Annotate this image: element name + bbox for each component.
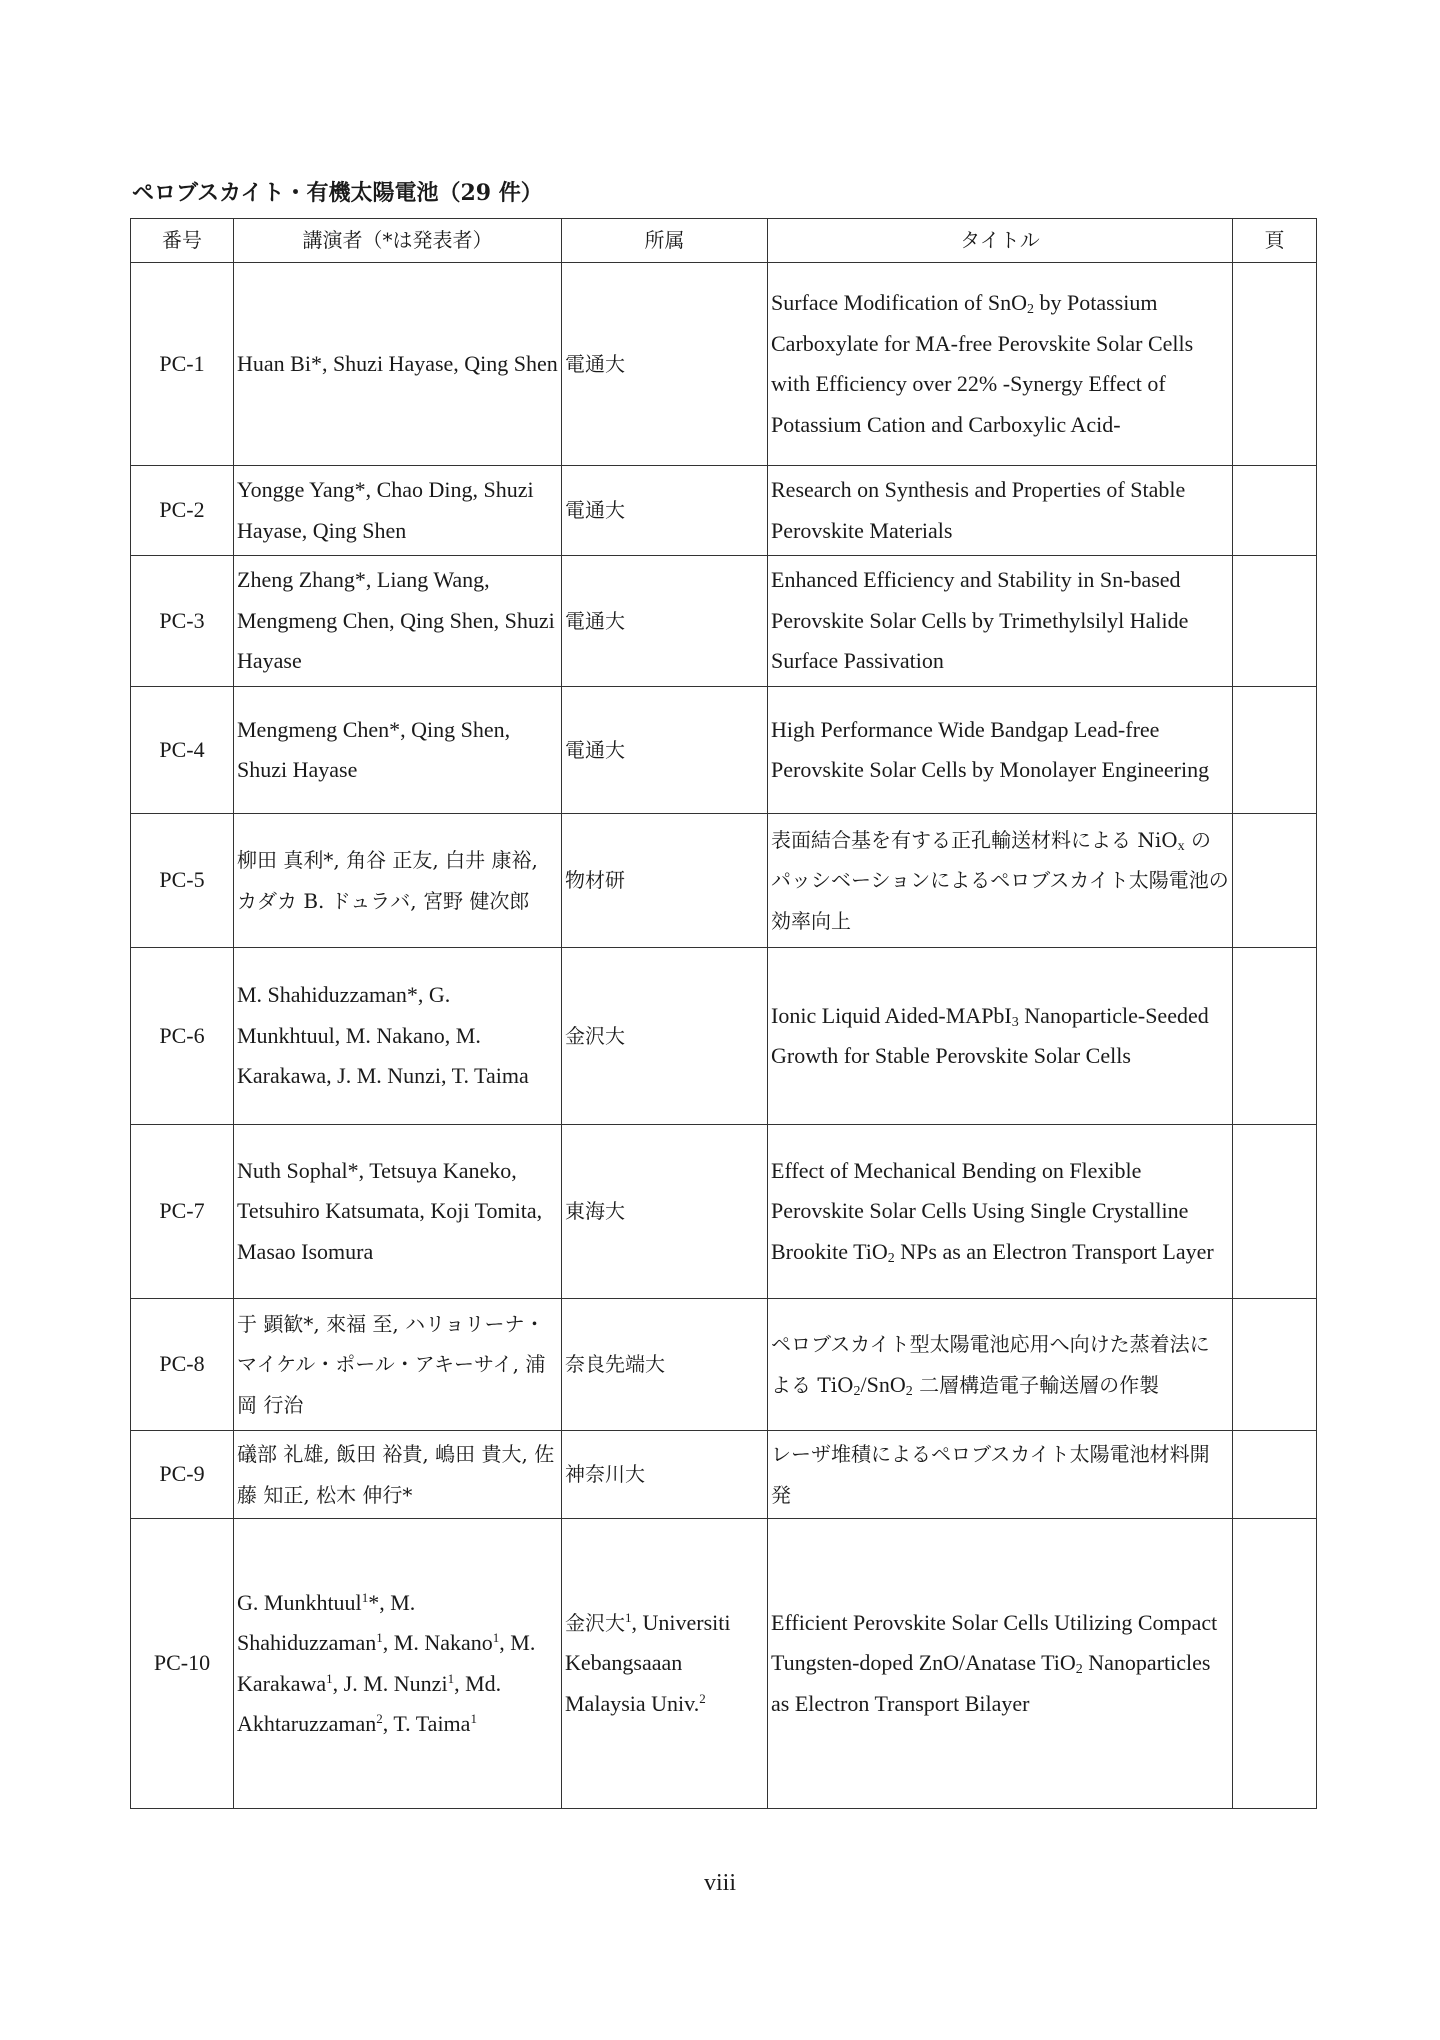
text-run: Nanoparticle-Seeded Growth for Stable Perovskite Solar Cells xyxy=(771,1002,1209,1068)
text-run: 金沢大 xyxy=(565,1023,625,1048)
presentation-number xyxy=(131,687,234,814)
presentation-number xyxy=(131,948,234,1125)
presentation-number xyxy=(131,263,234,466)
superscript: 1 xyxy=(447,1670,455,1686)
speakers-cell xyxy=(234,948,562,1125)
text-run: , T. Taima xyxy=(382,1711,471,1736)
presentation-id: PC-1 xyxy=(159,350,205,376)
presentation-number xyxy=(131,466,234,556)
table-row xyxy=(131,1519,1317,1809)
affiliation-cell xyxy=(562,556,768,687)
affiliation-cell xyxy=(562,263,768,466)
text-run: High Performance Wide Bandgap Lead-free Perovskite Solar Cells by Monolayer Engineering xyxy=(771,716,1210,782)
text-run: 電通大 xyxy=(565,608,625,633)
subscript: 2 xyxy=(1075,1662,1083,1678)
text-run: Mengmeng Chen*, Qing Shen, Shuzi Hayase xyxy=(237,716,511,782)
table-row xyxy=(131,1299,1317,1431)
affiliation-cell xyxy=(562,1431,768,1519)
affiliation-cell xyxy=(562,1299,768,1431)
subscript: 3 xyxy=(1011,1014,1019,1030)
presentation-number xyxy=(131,1125,234,1299)
speakers-cell xyxy=(234,1125,562,1299)
affiliation-cell xyxy=(562,466,768,556)
speakers-cell xyxy=(234,814,562,948)
text-run: 電通大 xyxy=(565,498,625,523)
text-run: G. Munkhtuul xyxy=(237,1589,362,1615)
title-cell xyxy=(768,556,1233,687)
text-run: レーザ堆積によるペロブスカイト太陽電池材料開発 xyxy=(771,1442,1210,1507)
superscript: 1 xyxy=(361,1589,369,1605)
page-cell xyxy=(1233,687,1317,814)
title-cell xyxy=(768,263,1233,466)
subscript: x xyxy=(1177,838,1185,854)
superscript: 1 xyxy=(492,1630,500,1645)
title-cell xyxy=(768,948,1233,1125)
table-row xyxy=(131,1431,1317,1519)
superscript: 1 xyxy=(470,1711,477,1726)
page-cell xyxy=(1233,466,1317,556)
speakers-cell xyxy=(234,1299,562,1431)
page-cell xyxy=(1233,1299,1317,1431)
text-run: /SnO xyxy=(860,1371,906,1397)
text-run: のパッシベーションによるペロブスカイト太陽電池の効率向上 xyxy=(771,827,1229,933)
text-run: , Md. Akhtaruzzaman xyxy=(237,1670,502,1736)
page-cell xyxy=(1233,1519,1317,1809)
text-run: Research on Synthesis and Properties of Stable Perovskite Materials xyxy=(771,477,1186,543)
text-run: 柳田 真利*, 角谷 正友, 白井 康裕, カダカ B. ドュラバ, 宮野 健次郎 xyxy=(237,848,538,913)
text-run: by Potassium Carboxylate for MA-free Perovskite Solar Cells with Efficiency over 22% -Synergy Effect of Potassium Cation and Carboxylic Acid- xyxy=(771,290,1194,437)
page-cell xyxy=(1233,1125,1317,1299)
text-run: , J. M. Nunzi xyxy=(332,1670,448,1696)
header-speakers: 講演者（*は発表者） xyxy=(234,219,562,263)
presentation-number xyxy=(131,1431,234,1519)
presentation-id: PC-10 xyxy=(153,1650,211,1676)
speakers-cell xyxy=(234,556,562,687)
speakers-cell xyxy=(234,263,562,466)
text-run: Effect of Mechanical Bending on Flexible Perovskite Solar Cells Using Single Crystalline Brookite TiO xyxy=(771,1157,1189,1264)
title-cell xyxy=(768,1519,1233,1809)
subscript: 2 xyxy=(1027,302,1034,317)
affiliation-cell xyxy=(562,1125,768,1299)
text-run: Yongge Yang*, Chao Ding, Shuzi Hayase, Qing Shen xyxy=(237,477,534,543)
presentation-number xyxy=(131,1299,234,1431)
superscript: 1 xyxy=(326,1670,333,1686)
header-affiliation: 所属 xyxy=(562,219,768,263)
title-cell xyxy=(768,1431,1233,1519)
text-run: 神奈川大 xyxy=(565,1462,645,1487)
page-cell xyxy=(1233,556,1317,687)
title-cell xyxy=(768,466,1233,556)
table-row xyxy=(131,687,1317,814)
text-run: Ionic Liquid Aided-MAPbI xyxy=(771,1002,1012,1028)
text-run: *, M. Shahiduzzaman xyxy=(237,1589,416,1655)
text-run: ペロブスカイト型太陽電池応用へ向けた蒸着法による TiO xyxy=(771,1332,1210,1397)
header-page: 頁 xyxy=(1233,219,1317,263)
presentation-id: PC-6 xyxy=(159,1022,205,1048)
page-number: viii xyxy=(703,1870,736,1896)
section-title: ペロブスカイト・有機太陽電池（29 件） xyxy=(132,180,543,206)
program-table xyxy=(130,218,1317,1809)
text-run: , Universiti Kebangsaaan Malaysia Univ. xyxy=(565,1609,731,1716)
superscript: 1 xyxy=(625,1609,632,1625)
text-run: NPs as an Electron Transport Layer xyxy=(894,1238,1214,1264)
text-run: 東海大 xyxy=(565,1199,625,1224)
text-run: 物材研 xyxy=(565,868,625,893)
text-run: Efficient Perovskite Solar Cells Utilizing Compact Tungsten-doped ZnO/Anatase TiO xyxy=(771,1609,1218,1676)
text-run: Huan Bi*, Shuzi Hayase, Qing Shen xyxy=(237,350,558,376)
presentation-id: PC-7 xyxy=(159,1198,205,1224)
presentation-number xyxy=(131,556,234,687)
title-cell xyxy=(768,1299,1233,1431)
presentation-id: PC-8 xyxy=(159,1351,205,1377)
text-run: , M. Nakano xyxy=(382,1630,493,1655)
text-run: 于 顕歓*, 來福 至, ハリョリーナ・マイケル・ポール・アキーサイ, 浦岡 行治 xyxy=(237,1311,546,1417)
presentation-number xyxy=(131,814,234,948)
affiliation-cell xyxy=(562,687,768,814)
subscript: 2 xyxy=(905,1383,913,1399)
presentation-number xyxy=(131,1519,234,1809)
table-row xyxy=(131,948,1317,1125)
superscript: 1 xyxy=(376,1630,383,1645)
text-run: 表面結合基を有する正孔輸送材料による NiO xyxy=(771,827,1178,852)
text-run: 電通大 xyxy=(565,351,625,376)
text-run: 礒部 礼雄, 飯田 裕貴, 嶋田 貴大, 佐藤 知正, 松木 伸行* xyxy=(237,1442,555,1507)
text-run: Nanoparticles as Electron Transport Bilayer xyxy=(771,1650,1211,1716)
title-cell xyxy=(768,814,1233,948)
text-run: 電通大 xyxy=(565,737,625,762)
presentation-id: PC-5 xyxy=(159,867,205,893)
header-title: タイトル xyxy=(768,219,1233,263)
text-run: Enhanced Efficiency and Stability in Sn-based Perovskite Solar Cells by Trimethylsilyl Halide Surface Passivation xyxy=(771,567,1189,674)
speakers-cell xyxy=(234,1431,562,1519)
text-run: Surface Modification of SnO xyxy=(771,290,1027,315)
title-cell xyxy=(768,1125,1233,1299)
affiliation-cell xyxy=(562,948,768,1125)
subscript: 2 xyxy=(853,1383,861,1399)
table-row xyxy=(131,556,1317,687)
speakers-cell xyxy=(234,1519,562,1809)
superscript: 2 xyxy=(376,1711,383,1726)
presentation-id: PC-9 xyxy=(159,1461,205,1487)
text-run: , M. Karakawa xyxy=(237,1630,536,1696)
affiliation-cell xyxy=(562,814,768,948)
page-cell xyxy=(1233,814,1317,948)
affiliation-cell xyxy=(562,1519,768,1809)
header-number: 番号 xyxy=(131,219,234,263)
presentation-id: PC-4 xyxy=(159,736,205,762)
page-cell xyxy=(1233,1431,1317,1519)
title-cell xyxy=(768,687,1233,814)
subscript: 2 xyxy=(887,1250,895,1266)
page-cell xyxy=(1233,948,1317,1125)
presentation-id: PC-3 xyxy=(159,607,205,633)
table-row xyxy=(131,1125,1317,1299)
text-run: 金沢大 xyxy=(565,1610,625,1635)
page-cell xyxy=(1233,263,1317,466)
text-run: 二層構造電子輸送層の作製 xyxy=(912,1372,1160,1397)
table-row xyxy=(131,814,1317,948)
text-run: Nuth Sophal*, Tetsuya Kaneko, Tetsuhiro Katsumata, Koji Tomita, Masao Isomura xyxy=(237,1157,543,1264)
speakers-cell xyxy=(234,466,562,556)
text-run: 奈良先端大 xyxy=(565,1352,665,1377)
superscript: 2 xyxy=(699,1690,706,1706)
speakers-cell xyxy=(234,687,562,814)
table-header-row xyxy=(131,219,1317,263)
presentation-id: PC-2 xyxy=(159,497,205,523)
table-row xyxy=(131,466,1317,556)
table-row xyxy=(131,263,1317,466)
text-run: Zheng Zhang*, Liang Wang, Mengmeng Chen, Qing Shen, Shuzi Hayase xyxy=(237,567,555,674)
text-run: M. Shahiduzzaman*, G. Munkhtuul, M. Nakano, M. Karakawa, J. M. Nunzi, T. Taima xyxy=(237,982,529,1089)
